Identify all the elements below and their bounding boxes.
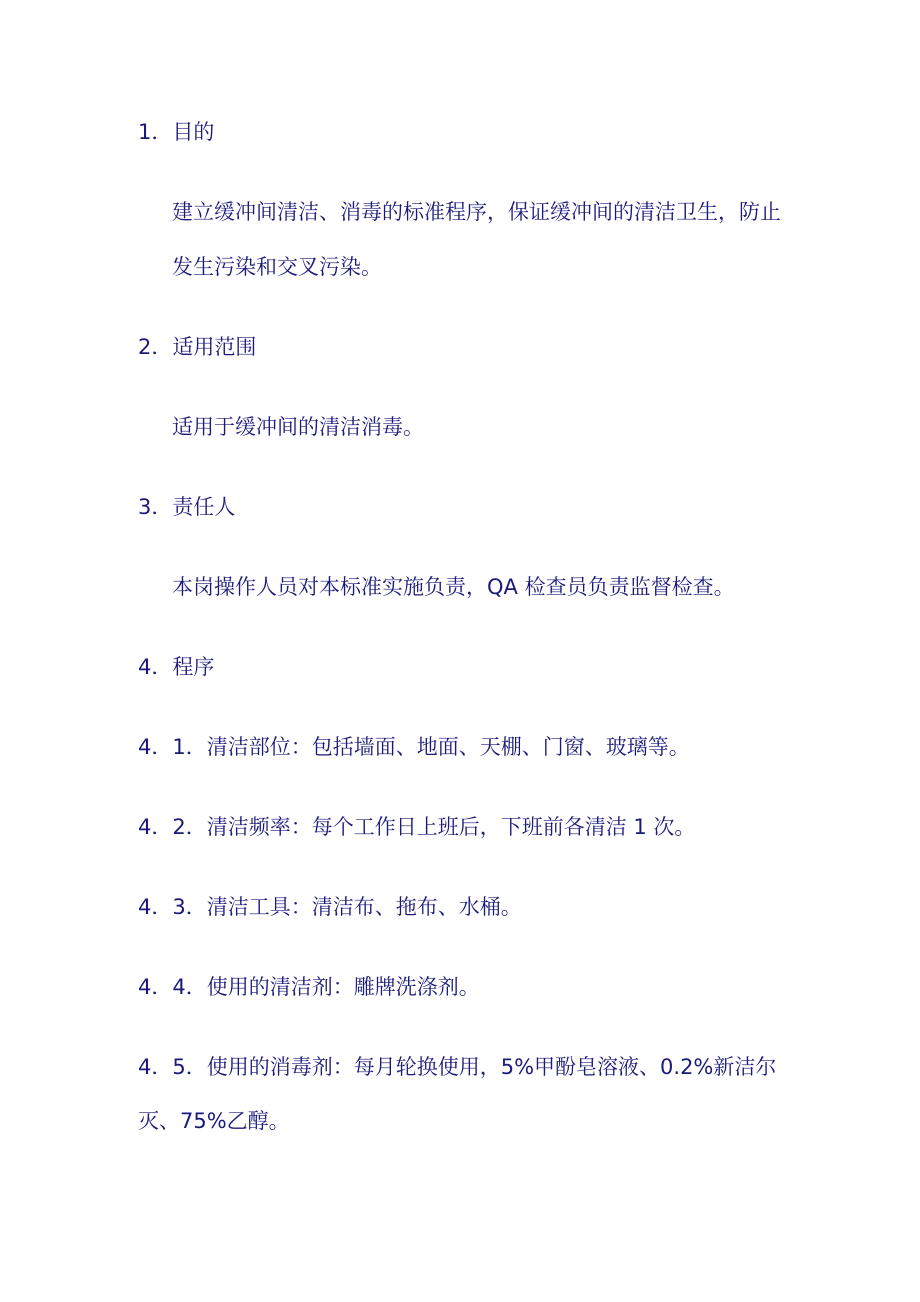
section-heading-procedure: 4．程序 [138,655,215,679]
procedure-item-cleaning-areas: 4．1．清洁部位：包括墙面、地面、天棚、门窗、玻璃等。 [138,735,690,759]
purpose-text-line-2: 发生污染和交叉污染。 [172,255,382,279]
section-heading-purpose: 1．目的 [138,120,215,144]
section-heading-scope: 2．适用范围 [138,335,257,359]
scope-text: 适用于缓冲间的清洁消毒。 [172,415,424,439]
procedure-item-detergent: 4．4．使用的清洁剂：雕牌洗涤剂。 [138,975,480,999]
purpose-text-line-1: 建立缓冲间清洁、消毒的标准程序，保证缓冲间的清洁卫生，防止 [172,200,781,224]
procedure-item-disinfectant-line-2: 灭、75%乙醇。 [138,1109,290,1133]
procedure-item-disinfectant: 4．5．使用的消毒剂：每月轮换使用，5%甲酚皂溶液、0.2%新洁尔 [138,1055,777,1079]
responsible-text: 本岗操作人员对本标准实施负责，QA 检查员负责监督检查。 [172,575,735,599]
procedure-item-cleaning-tools: 4．3．清洁工具：清洁布、拖布、水桶。 [138,895,522,919]
section-heading-responsible: 3．责任人 [138,495,236,519]
procedure-item-cleaning-frequency: 4．2．清洁频率：每个工作日上班后，下班前各清洁 1 次。 [138,815,696,839]
